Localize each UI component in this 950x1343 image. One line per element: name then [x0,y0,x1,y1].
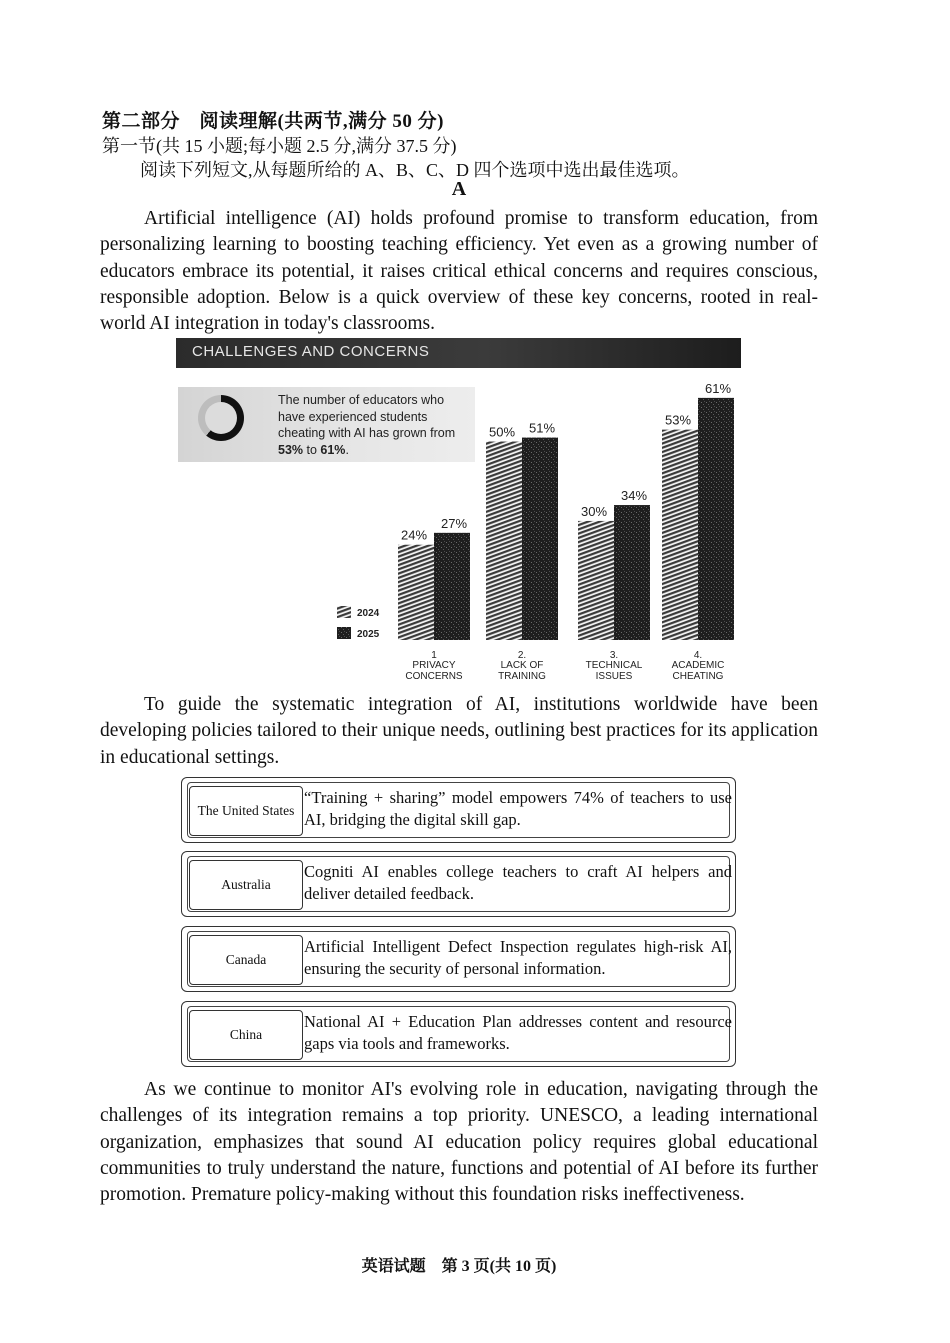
policy-box-canada [181,926,736,992]
callout-to-value: 61% [320,442,346,457]
chart-banner [176,338,741,368]
policy-description: National AI + Education Plan addresses content and resource gaps via tools and frameworks. [304,1012,732,1053]
value-label: 34% [620,488,648,504]
instruction: 阅读下列短文,从每题所给的 A、B、C、D 四个选项中选出最佳选项。 [140,160,690,180]
page-footer: 英语试题 第 3 页(共 10 页) [361,1258,557,1275]
bar-2025-3 [698,398,734,640]
bar-2024-0 [398,545,434,640]
value-label: 27% [440,515,468,531]
callout-from-value: 53% [278,442,304,457]
value-label: 24% [400,527,428,543]
value-label: 30% [580,503,608,519]
callout-tail: . [345,442,349,457]
category-number: 1 [431,650,437,661]
policy-description: Artificial Intelligent Defect Inspection regulates high-risk AI, ensuring the security of personal information. [304,937,732,978]
policy-country: Canada [189,935,303,985]
legend-swatch-2025 [337,627,351,639]
bar-2024-1 [486,442,522,640]
closing-paragraph: As we continue to monitor AI's evolving role in education, navigating through the challenges of its integration remains a top priority. UNESCO, a leading international organization, emphasizes that sound AI education policy requires global educational communities to truly understand the nature, functions and potential of AI before its further promotion. Premature policy-making without this foundation risks ineffectiveness. [100,1079,818,1206]
bar-2024-2 [578,521,614,640]
policy-country: Australia [189,860,303,910]
policy-country: China [189,1010,303,1060]
section-title: 第一节(共 15 小题;每小题 2.5 分,满分 37.5 分) [102,136,457,156]
legend-label: 2024 [357,608,380,619]
policy-box-australia [181,851,736,917]
value-label: 50% [488,424,516,440]
bar-2024-3 [662,430,698,640]
legend-swatch-2024 [337,606,351,618]
category-number: 4. [693,650,703,661]
category-label: ACADEMIC [671,660,725,671]
category-label: TECHNICAL [585,660,643,671]
category-label: LACK OF [500,660,544,671]
policy-description: Cogniti AI enables college teachers to craft AI helpers and deliver detailed feedback. [304,862,732,903]
policy-box-us [181,777,736,843]
policy-country: The United States [189,786,303,836]
part-title: 第二部分 阅读理解(共两节,满分 50 分) [102,111,444,132]
category-label: CHEATING [672,671,724,682]
bar-2025-2 [614,505,650,640]
middle-paragraph: To guide the systematic integration of AI, institutions worldwide have been developing policies tailored to their unique needs, outlining best practices for its application in educational settings. [100,694,818,768]
bar-2025-0 [434,533,470,640]
bar-2025-1 [522,438,558,640]
policy-box-china [181,1001,736,1067]
passage-letter: A [451,178,467,200]
chart-title: CHALLENGES AND CONCERNS [192,343,430,360]
donut-icon [198,395,244,441]
category-number: 3. [609,650,619,661]
intro-paragraph: Artificial intelligence (AI) holds profound promise to transform education, from personalizing learning to boosting teaching efficiency. Yet even as a growing number of educators embrace its potential, it raises critical ethical concerns and requires conscious, responsible adoption. Below is a quick overview of these key concerns, rooted in real-world AI integration in today's classrooms. [100,208,818,335]
category-label: PRIVACY [412,660,456,671]
callout-mid: to [303,442,321,457]
category-label: TRAINING [498,671,546,682]
category-number: 2. [517,650,527,661]
category-label: ISSUES [595,671,633,682]
callout-lead: The number of educators who have experienced students cheating with AI has grown from [278,393,456,440]
value-label: 53% [664,412,692,428]
policy-description: “Training + sharing” model empowers 74% of teachers to use AI, bridging the digital skill gap. [304,788,732,829]
value-label: 51% [528,420,556,436]
value-label: 61% [704,380,732,396]
bar-chart [330,376,750,686]
category-label: CONCERNS [405,671,463,682]
legend-label: 2025 [357,629,380,640]
